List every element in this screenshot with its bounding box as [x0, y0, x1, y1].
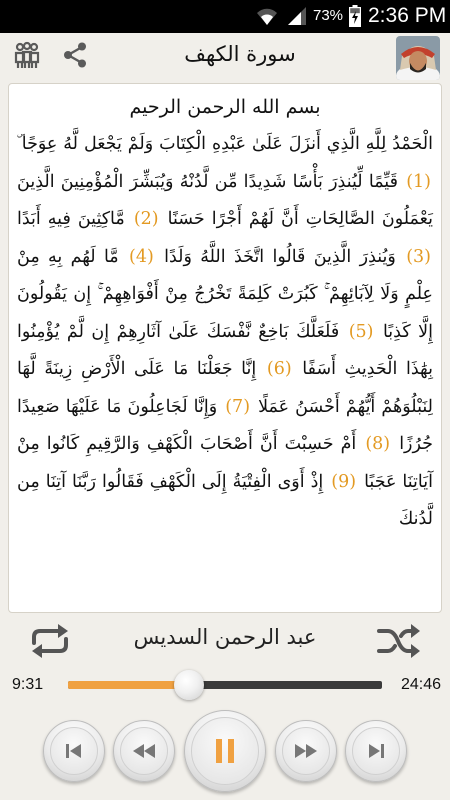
fast-forward-button[interactable]: [275, 720, 337, 782]
verse-number: (4): [128, 246, 154, 267]
verse-text: وَيُنذِرَ الَّذِينَ قَالُوا اتَّخَذَ اللَّهُ وَلَدًا: [164, 246, 396, 267]
shuffle-icon: [376, 644, 422, 663]
seek-thumb[interactable]: [174, 670, 204, 700]
reciter-avatar[interactable]: [396, 36, 440, 80]
rewind-button[interactable]: [113, 720, 175, 782]
users-button[interactable]: [12, 40, 42, 70]
verse-number: (9): [331, 471, 357, 492]
surah-title: سورة الكهف: [184, 42, 296, 66]
basmala: بسم الله الرحمن الرحيم: [129, 96, 321, 118]
verse-text: مَّا لَهُم بِهِ مِنْ عِلْمٍ وَلَا لِآبَائِهِمْ ۚ كَبُرَتْ كَلِمَةً تَخْرُجُ مِنْ أَفْوَاهِهِمْ ۚ إِن يَقُولُونَ إِلَّا كَذِبًا: [17, 246, 433, 342]
total-time: 24:46: [400, 676, 441, 693]
verse-number: (5): [348, 321, 374, 342]
users-icon: [12, 55, 42, 74]
pause-button[interactable]: [184, 710, 266, 792]
verse-number: (1): [406, 171, 431, 192]
verse-text: فَلَعَلَّكَ بَاخِعٌ نَّفْسَكَ عَلَىٰ آثَارِهِمْ إِن لَّمْ يُؤْمِنُوا بِهَٰذَا الْحَدِيثِ أَسَفًا: [17, 321, 433, 379]
verses: [9, 126, 441, 539]
repeat-icon: [28, 644, 72, 663]
status-time: 2:36 PM: [368, 4, 447, 27]
battery-percent: 73%: [313, 7, 344, 24]
elapsed-time: 9:31: [12, 676, 44, 693]
seek-bar[interactable]: [68, 681, 382, 689]
verse-number: (7): [225, 396, 251, 417]
verse-text: إِنَّا جَعَلْنَا مَا عَلَى الْأَرْضِ زِينَةً لَّهَا لِنَبْلُوَهُمْ أَيُّهُمْ أَحْسَنُ عَمَلًا: [17, 359, 433, 417]
verse-text: أَمْ حَسِبْتَ أَنَّ أَصْحَابَ الْكَهْفِ وَالرَّقِيمِ كَانُوا مِنْ آيَاتِنَا عَجَبًا: [17, 434, 433, 492]
shuffle-button[interactable]: [376, 623, 422, 659]
verse-number: (3): [406, 246, 431, 267]
wifi-icon: [256, 6, 278, 30]
verse-number: (6): [266, 359, 292, 379]
skip-previous-button[interactable]: [43, 720, 105, 782]
surah-text-panel[interactable]: [8, 83, 442, 613]
verse-number: (8): [365, 434, 391, 454]
status-bar: [0, 0, 450, 33]
app-header: [0, 33, 450, 81]
verse-text: قَيِّمًا لِّيُنذِرَ بَأْسًا شَدِيدًا مِّن لَّدُنْهُ وَيُبَشِّرَ الْمُؤْمِنِينَ الَّذِينَ يَعْمَلُونَ الصَّالِحَاتِ أَنَّ لَهُمْ أَجْرًا حَسَنًا: [17, 171, 433, 229]
verse-text: وَإِنَّا لَجَاعِلُونَ مَا عَلَيْهَا صَعِيدًا جُرُزًا: [17, 396, 433, 454]
reciter-row: [0, 618, 450, 662]
share-icon: [60, 55, 90, 74]
share-button[interactable]: [60, 40, 90, 70]
repeat-button[interactable]: [28, 623, 72, 659]
battery-charging-icon: [349, 5, 361, 31]
verse-text: مَّاكِثِينَ فِيهِ أَبَدًا: [17, 209, 125, 229]
seek-progress: [68, 681, 189, 689]
verse-text: إِذْ أَوَى الْفِتْيَةُ إِلَى الْكَهْفِ فَقَالُوا رَبَّنَا آتِنَا مِن لَّدُنكَ: [17, 471, 433, 529]
playback-controls: [0, 708, 450, 798]
signal-icon: [287, 6, 307, 30]
verse-number: (2): [133, 209, 159, 229]
skip-next-button[interactable]: [345, 720, 407, 782]
reciter-name[interactable]: عبد الرحمن السديس: [133, 625, 317, 649]
seek-row: [0, 668, 450, 702]
verse-text: الْحَمْدُ لِلَّهِ الَّذِي أَنزَلَ عَلَىٰ عَبْدِهِ الْكِتَابَ وَلَمْ يَجْعَل لَّهُ عِوَجًا ۜ: [17, 134, 433, 154]
